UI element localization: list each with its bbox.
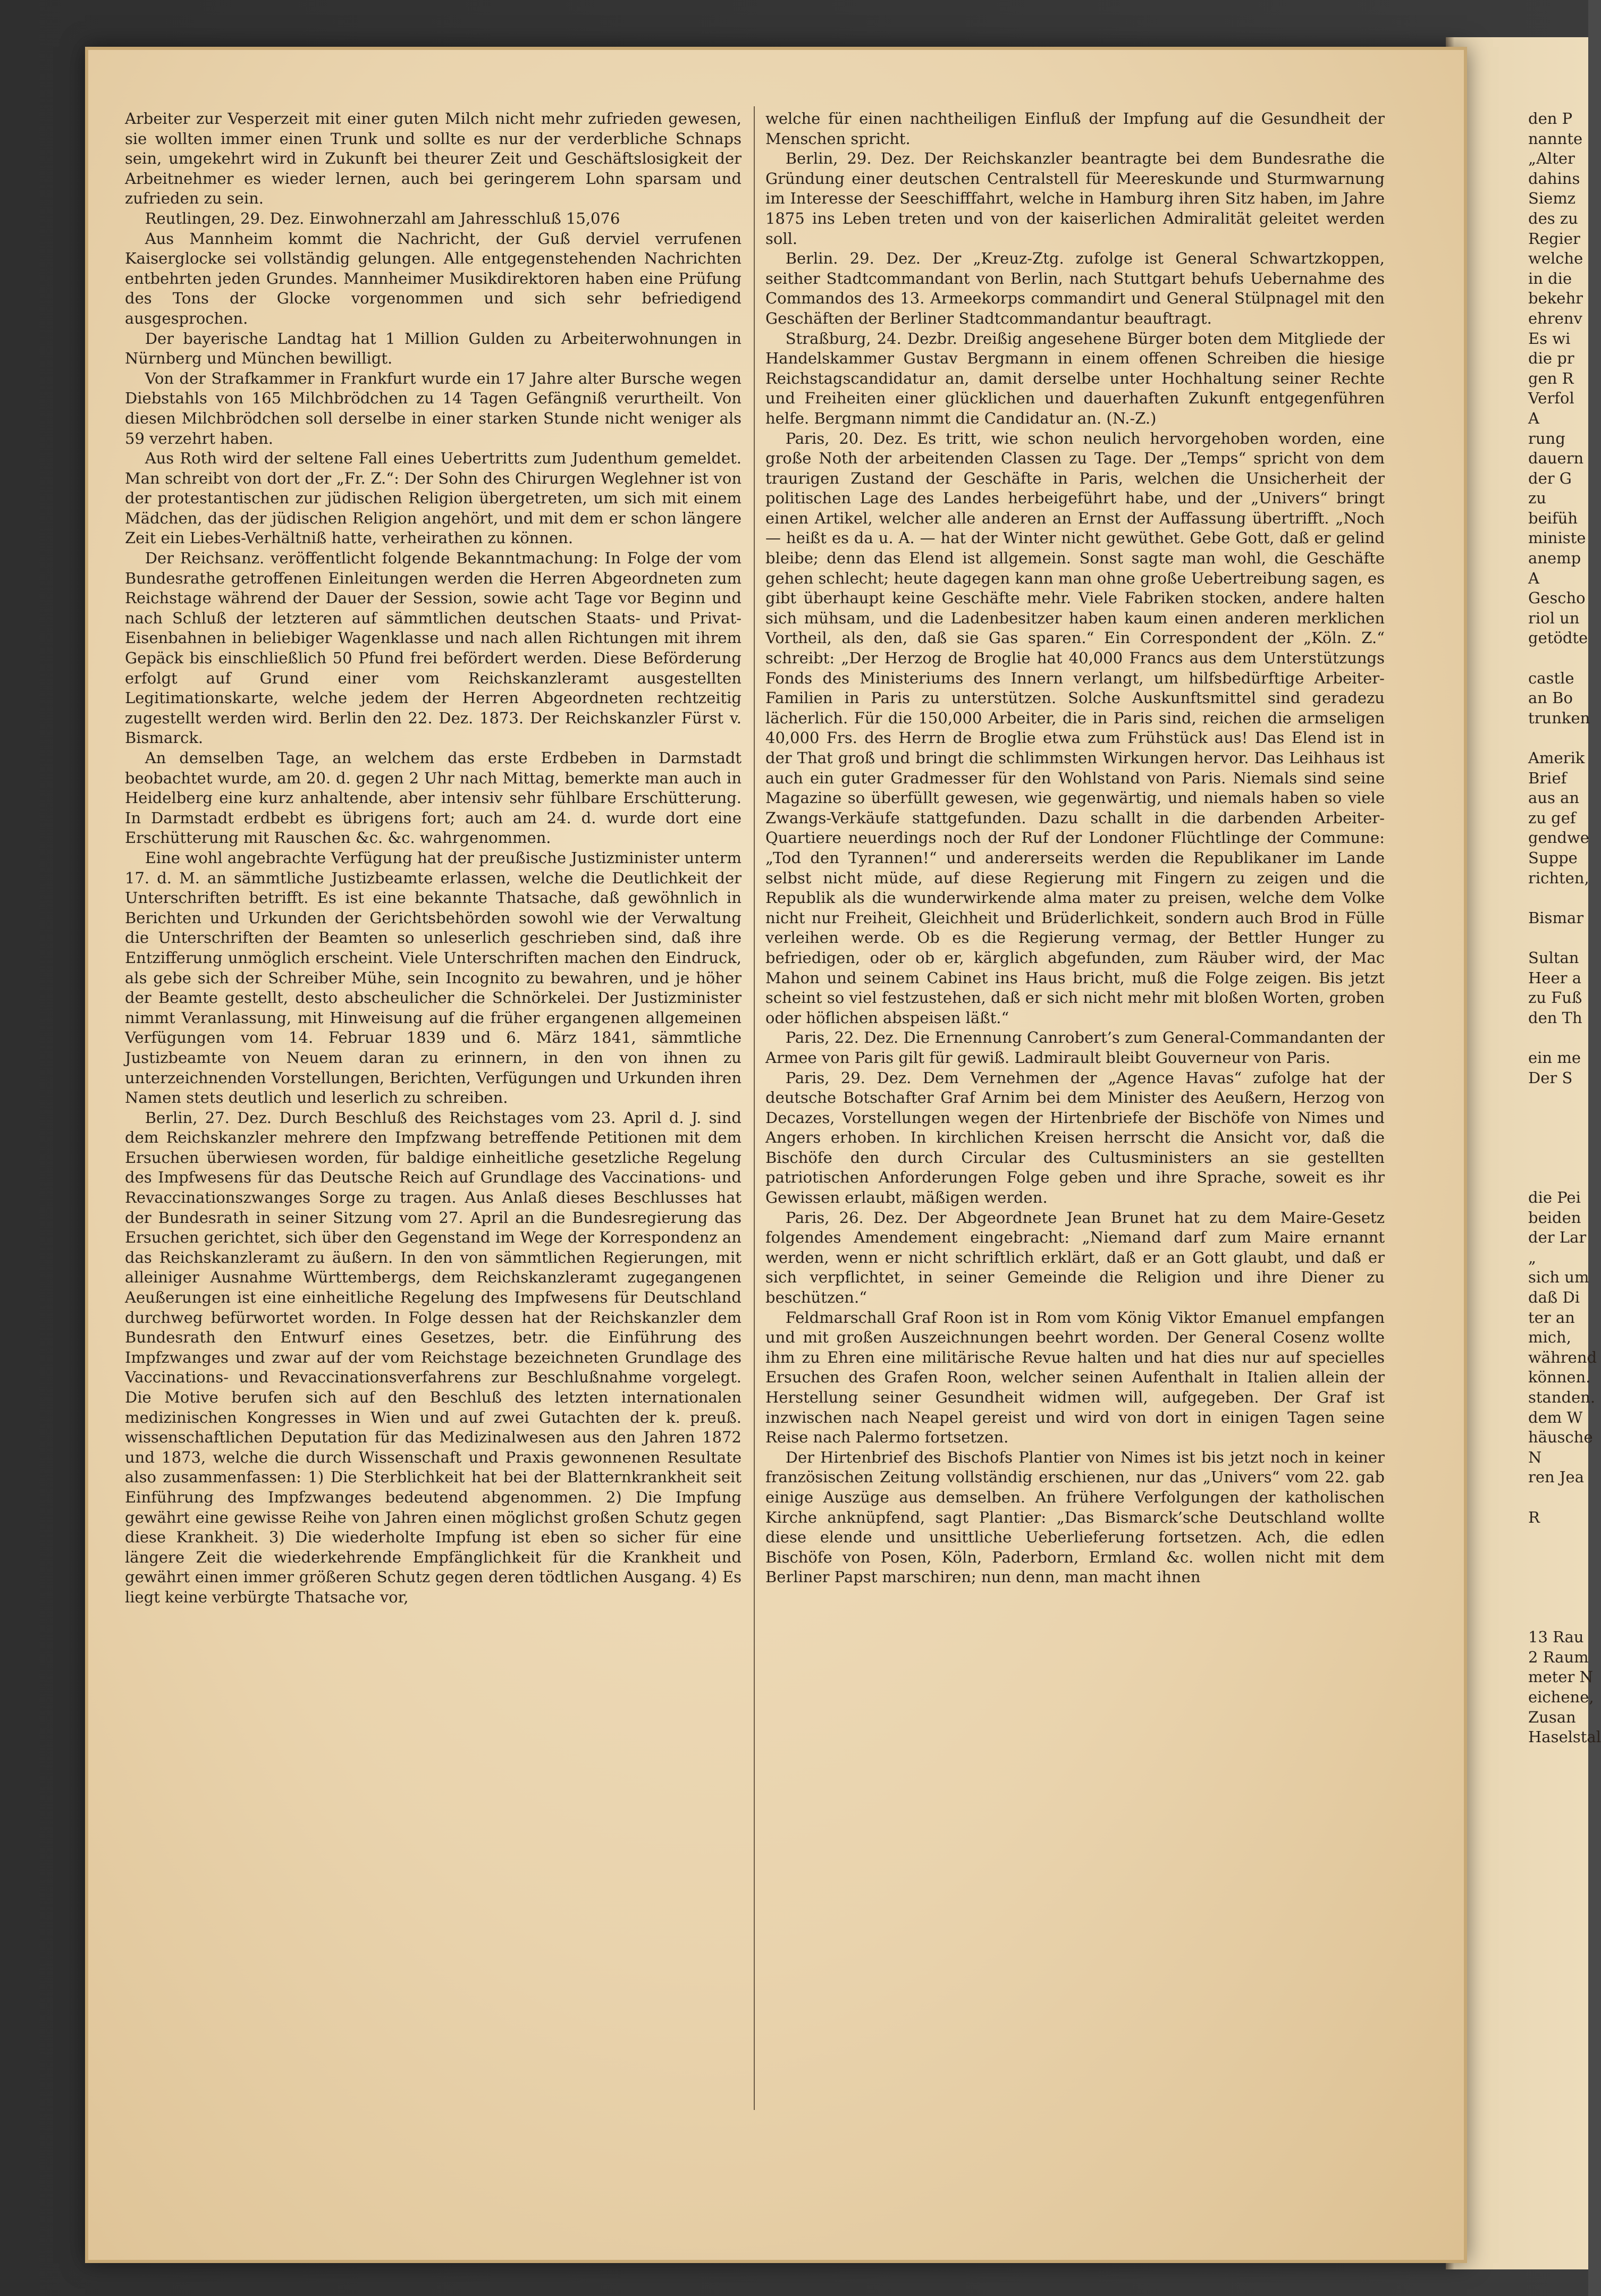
edge-line: nannte <box>1528 129 1583 148</box>
edge-line: beifüh <box>1528 509 1578 527</box>
edge-line: in die <box>1528 269 1572 288</box>
edge-line: gen R <box>1528 369 1574 387</box>
edge-line <box>1528 1128 1588 1148</box>
edge-line: welche <box>1528 249 1583 268</box>
paragraph: Straßburg, 24. Dezbr. Dreißig angesehene Bürger boten dem Mitgliede der Handelskammer Gustav Bergmann in einem offenen Schreiben die hiesige Reichstagscandidatur an, damit derselbe unter Hochhaltung seiner Rechte und Freiheiten einer glücklichen und dauerhaften Zukunft entgegenführen helfe. Bergmann nimmt die Candidatur an. (N.-Z.) <box>765 329 1385 427</box>
edge-line: Bismar <box>1528 908 1584 927</box>
edge-line: zu gef <box>1528 808 1576 827</box>
edge-line: anemp <box>1528 549 1581 568</box>
paragraph: Aus Roth wird der seltene Fall eines Uebertritts zum Judenthum gemeldet. Man schreibt von dort der „Fr. Z.“: Der Sohn des Chirurgen Weglehner ist von der protestantischen zur jüdischen Religion übergetreten, um sich mit einem Mädchen, das der jüdischen Religion angehört, und mit dem er schon längere Zeit ein Liebes-Verhältniß hatte, verheirathen zu können. <box>125 449 741 547</box>
edge-line: dem W <box>1528 1408 1583 1426</box>
edge-line: daß Di <box>1528 1288 1580 1307</box>
edge-line: Amerik <box>1528 749 1585 767</box>
edge-line: Der S <box>1528 1068 1573 1087</box>
edge-line: der G <box>1528 469 1572 487</box>
edge-line: ter an <box>1528 1308 1575 1327</box>
edge-line: Heer a <box>1528 968 1581 987</box>
edge-line: den Th <box>1528 1008 1582 1027</box>
edge-line <box>1528 1567 1588 1588</box>
paragraph: Von der Strafkammer in Frankfurt wurde ein 17 Jahre alter Bursche wegen Diebstahls von 165 Milchbrödchen zu 14 Tagen Gefängniß verurtheilt. Von diesen Milchbrödchen soll derselbe in einer starken Stunde nicht weniger als 59 verzehrt haben. <box>125 369 741 448</box>
edge-line: zu <box>1528 489 1546 508</box>
edge-line: castle <box>1528 669 1574 687</box>
edge-line: 13 Rau <box>1528 1628 1584 1647</box>
paragraph: welche für einen nachtheiligen Einfluß der Impfung auf die Gesundheit der Menschen spricht. <box>765 109 1385 148</box>
paragraph: Eine wohl angebrachte Verfügung hat der preußische Justizminister unterm 17. d. M. an sämmtliche Justizbeamte erlassen, welche die Deutlichkeit der Unterschriften betrifft. Es ist eine bekannte Thatsache, daß gewöhnlich in Berichten und Urkunden der Gerichtsbehörden sowohl wie der Verwaltung die Unterschriften der Beamten so unleserlich geschrieben sind, daß ihre Entzifferung unmöglich erscheint. Viele Unterschriften machen den Eindruck, als gebe sich der Schreiber Mühe, sein Incognito zu bewahren, und je höher der Beamte gestellt, desto abscheulicher die Schnörkelei. Der Justizminister nimmt Veranlassung, mit Hinweisung auf die früher ergangenen allgemeinen Verfügungen vom 14. Februar 1839 und 6. März 1841, sämmtliche Justizbeamte von Neuem daran zu erinnern, in den von ihnen zu unterzeichnenden Vorstellungen, Berichten, Verfügungen und Urkunden ihren Namen stets deutlich und leserlich zu schreiben. <box>125 848 741 1107</box>
edge-line: häusche <box>1528 1428 1593 1447</box>
left-column <box>125 109 741 2118</box>
paragraph: Der Reichsanz. veröffentlicht folgende Bekanntmachung: In Folge der vom Bundesrathe getroffenen Einleitungen werden die Herren Abgeordneten zum Reichstage während der Dauer der Session, sowie acht Tage vor Beginn und nach Schluß der letzteren auf sämmtlichen deutschen Staats- und Privat-Eisenbahnen in beliebiger Wagenklasse und nach allen Richtungen mit ihrem Gepäck bis einschließlich 50 Pfund frei befördert werden. Diese Beförderung erfolgt auf Grund einer vom Reichskanzleramt ausgestellten Legitimationskarte, welche jedem der Herren Abgeordneten rechtzeitig zugestellt werden wird. Berlin den 22. Dez. 1873. Der Reichskanzler Fürst v. Bismarck. <box>125 549 741 747</box>
edge-line: bekehr <box>1528 289 1583 308</box>
edge-line: trunken <box>1528 708 1590 727</box>
edge-line: ein me <box>1528 1048 1581 1067</box>
edge-line: aus an <box>1528 789 1580 807</box>
edge-line: „ <box>1528 1248 1537 1267</box>
edge-line: richten, <box>1528 868 1589 887</box>
edge-line: an Bo <box>1528 689 1573 707</box>
edge-line <box>1528 1488 1588 1508</box>
edge-line: riol un <box>1528 609 1580 627</box>
edge-line: Sultan <box>1528 948 1579 967</box>
edge-line: des zu <box>1528 209 1578 227</box>
edge-line: A <box>1528 409 1539 427</box>
edge-line: Suppe <box>1528 848 1578 867</box>
edge-line <box>1528 728 1588 748</box>
edge-line: die Pei <box>1528 1188 1581 1207</box>
edge-line <box>1528 1108 1588 1128</box>
column-divider <box>754 106 755 2110</box>
edge-line: mich, <box>1528 1328 1571 1347</box>
edge-line: die pr <box>1528 349 1574 368</box>
edge-line <box>1528 1168 1588 1188</box>
edge-line: zu Fuß <box>1528 989 1582 1007</box>
paragraph: Der Hirtenbrief des Bischofs Plantier von Nimes ist bis jetzt noch in keiner französischen Zeitung vollständig erschienen, nur das „Univers“ vom 22. gab einige Auszüge aus demselben. An frühere Verfolgungen der katholischen Kirche anknüpfend, sagt Plantier: „Das Bismarck’sche Deutschland wollte diese elende und unsittliche Ueberlieferung fortsetzen. Ach, die edlen Bischöfe von Posen, Köln, Paderborn, Ermland &c. wollen nicht mit dem Berliner Papst marschiren; nun denn, man macht ihnen <box>765 1448 1385 1586</box>
edge-line: Regier <box>1528 229 1580 248</box>
edge-line: sich um <box>1528 1268 1589 1287</box>
edge-line <box>1528 1608 1588 1628</box>
edge-line: Brief <box>1528 769 1567 787</box>
paragraph: Aus Mannheim kommt die Nachricht, der Guß derviel verrufenen Kaiserglocke sei vollständig gelungen. Alle entgegenstehenden Nachrichten entbehrten jeden Grundes. Mannheimer Musikdirektoren haben eine Prüfung des Tons der Glocke vorgenommen und sich sehr befriedigend ausgesprochen. <box>125 229 741 327</box>
edge-line: „Alter <box>1528 149 1575 168</box>
edge-line <box>1528 1548 1588 1568</box>
edge-line: ren Jea <box>1528 1468 1584 1487</box>
edge-line: Haselstal <box>1528 1728 1601 1746</box>
edge-line: dauern <box>1528 449 1584 468</box>
edge-line: während <box>1528 1348 1597 1366</box>
edge-line: N <box>1528 1448 1542 1466</box>
edge-line <box>1528 1588 1588 1608</box>
edge-line: eichene, <box>1528 1687 1594 1706</box>
edge-line <box>1528 1527 1588 1548</box>
paragraph: An demselben Tage, an welchem das erste Erdbeben in Darmstadt beobachtet wurde, am 20. d. gegen 2 Uhr nach Mittag, bemerkte man auch in Heidelberg eine kurz anhaltende, aber intensiv sehr fühlbare Erschütterung. In Darmstadt erdbebt es übrigens fort; auch am 24. d. wurde dort eine Erschütterung mit Rauschen &c. &c. wahrgenommen. <box>125 749 741 847</box>
edge-line: Es wi <box>1528 329 1571 348</box>
edge-line: standen. <box>1528 1388 1596 1406</box>
clipped-edge-column <box>1528 109 1601 2129</box>
edge-line: beiden <box>1528 1208 1581 1227</box>
edge-line: Siemz <box>1528 189 1576 208</box>
edge-line <box>1528 1148 1588 1168</box>
edge-line <box>1528 1028 1588 1048</box>
paragraph: Paris, 26. Dez. Der Abgeordnete Jean Brunet hat zu dem Maire-Gesetz folgendes Amendement eingebracht: „Niemand darf zum Maire ernannt werden, wenn er nicht schriftlich erklärt, daß er an Gott glaubt, und daß er sich verpflichtet, in seiner Gemeinde die Religion und ihre Diener zu beschützen.“ <box>765 1208 1385 1307</box>
edge-line <box>1528 648 1588 669</box>
edge-line: Verfol <box>1528 389 1574 408</box>
edge-line: meter N <box>1528 1668 1593 1686</box>
edge-line <box>1528 888 1588 908</box>
paragraph: Feldmarschall Graf Roon ist in Rom vom König Viktor Emanuel empfangen und mit großen Auszeichnungen beehrt worden. Der General Cosenz wollte ihm zu Ehren eine militärische Revue halten und hat dies nur auf specielles Ersuchen des Grafen Roon, welcher seinen Aufenthalt in Italien allein der Herstellung seiner Gesundheit widmen will, aufgegeben. Der Graf ist inzwischen nach Neapel gereist und wird von dort in einigen Tagen seine Reise nach Palermo fortsetzen. <box>765 1308 1385 1447</box>
paragraph: Berlin, 27. Dez. Durch Beschluß des Reichstages vom 23. April d. J. sind dem Reichskanzler mehrere den Impfzwang betreffende Petitionen mit dem Ersuchen überwiesen worden, für baldige einheitliche gesetzliche Regelung des Impfwesens für das Deutsche Reich auf Grundlage des Vaccinations- und Revaccinationszwanges Sorge zu tragen. Aus Anlaß dieses Beschlusses hat der Bundesrath in seiner Sitzung vom 27. April an die Bundesregierung das Ersuchen gerichtet, sich über den Gegenstand im Wege der Korrespondenz an das Reichskanzleramt zu äußern. In den von sämmtlichen Regierungen, mit alleiniger Ausnahme Württembergs, dem Reichskanzleramt zugegangenen Aeußerungen ist eine einheitliche Regelung des Impfwesens für Deutschland durchweg befürwortet worden. In Folge dessen hat der Reichskanzler dem Bundesrath den Entwurf eines Gesetzes, betr. die Einführung des Impfzwanges und zwar auf der vom Reichstage bezeichneten Grundlage des Vaccinations- und Revaccinationsverfahrens zur Beschlußnahme vorgelegt. Die Motive berufen sich auf den Beschluß des letzten internationalen medizinischen Kongresses in Wien und auf zwei Gutachten der k. preuß. wissenschaftlichen Deputation für das Medizinalwesen aus den Jahren 1872 und 1873, welche die durch Wissenschaft und Praxis gewonnenen Resultate also zusammenfassen: 1) Die Sterblichkeit hat bei der Blatternkrankheit seit Einführung des Impfzwanges bedeutend abgenommen. 2) Die Impfung gewährt eine gewisse Reihe von Jahren einen möglichst großen Schutz gegen diese Krankheit. 3) Die wiederholte Impfung ist eben so sicher für eine längere Zeit die wiederkehrende Empfänglichkeit für die Krankheit und gewährt einen immer größeren Schutz gegen deren tödtlichen Ausgang. 4) Es liegt keine verbürgte Thatsache vor, <box>125 1108 741 1606</box>
edge-line: A <box>1528 569 1539 587</box>
edge-line: gendwe <box>1528 829 1589 847</box>
paragraph: Paris, 20. Dez. Es tritt, wie schon neulich hervorgehoben worden, eine große Noth der arbeitenden Classen zu Tage. Der „Temps“ spricht von dem traurigen Zustand der Geschäfte in Paris, welchen die Unsicherheit der politischen Lage des Landes herbeigeführt habe, und der „Univers“ bringt einen Artikel, welcher alle anderen an Ernst der Auffassung übertrifft. „Noch — heißt es da u. A. — hat der Winter nicht gewüthet. Gebe Gott, daß er gelind bleibe; denn das Elend ist allgemein. Sonst sagte man wohl, die Geschäfte gehen schlecht; heute dagegen kann man ohne große Uebertreibung sagen, es gibt überhaupt keine Geschäfte mehr. Viele Fabriken stocken, andere halten sich mühsam, und die Ladenbesitzer haben kaum einen anderen merklichen Vortheil, als den, daß sie Gas sparen.“ Ein Correspondent der „Köln. Z.“ schreibt: „Der Herzog de Broglie hat 40,000 Francs aus dem Unterstützungs Fonds des Ministeriums des Innern verlangt, um hilfsbedürftige Arbeiter-Familien in Paris zu unterstützen. Solche Auskunftsmittel sind geradezu lächerlich. Für die 150,000 Arbeiter, die in Paris sind, reichen die armseligen 40,000 Frs. des Herrn de Broglie etwa zum Frühstück aus! Das Elend ist in der That groß und bringt die schlimmsten Wirkungen hervor. Das Leihhaus ist auch ein guter Gradmesser für den Wohlstand von Paris. Niemals sind seine Magazine so überfüllt gewesen, wie gegenwärtig, und niemals haben so viele Zwangs-Verkäufe stattgefunden. Dazu schallt in die darbenden Arbeiter-Quartiere neuerdings noch der Ruf der Londoner Flüchtlinge der Commune: „Tod den Tyrannen!“ und andererseits werden die Republikaner im Lande selbst nicht müde, auf diese Regierung mit Fingern zu zeigen und die Republik als die wunderwirkende alma mater zu preisen, welche dem Volke nicht nur Freiheit, Gleichheit und Brüderlichkeit, sondern auch Brod in Fülle verleihen werde. Ob es die Regierung vermag, der Bettler Hunger zu befriedigen, oder ob er, kärglich abgefunden, zum Räuber wird, der Mac Mahon und seinem Cabinet ins Haus bricht, muß die Folge zeigen. Bis jetzt scheint so viel festzustehen, daß er sich nicht mehr mit bloßen Worten, groben oder höflichen abspeisen läßt.“ <box>765 429 1385 1027</box>
right-column <box>765 109 1385 2118</box>
paragraph: Arbeiter zur Vesperzeit mit einer guten Milch nicht mehr zufrieden gewesen, sie wollten immer einen Trunk und sollte es nur der verderbliche Schnaps sein, umgekehrt wird in Zukunft bei theurer Zeit und Geschäftslosigkeit der Arbeitnehmer es wieder lernen, auch bei geringerem Lohn sparsam und zufrieden zu sein. <box>125 109 741 208</box>
edge-line: Zusan <box>1528 1708 1576 1726</box>
edge-line: dahins <box>1528 169 1580 188</box>
edge-line: 2 Raum <box>1528 1648 1589 1666</box>
edge-line: können. <box>1528 1368 1591 1387</box>
edge-line: ministe <box>1528 529 1586 547</box>
edge-line: R <box>1528 1508 1540 1526</box>
paragraph: Paris, 22. Dez. Die Ernennung Canrobert’s zum General-Commandanten der Armee von Paris gilt für gewiß. Ladmirault bleibt Gouverneur von Paris. <box>765 1028 1385 1067</box>
paragraph: Reutlingen, 29. Dez. Einwohnerzahl am Jahresschluß 15,076 <box>145 209 620 227</box>
paragraph: Der bayerische Landtag hat 1 Million Gulden zu Arbeiterwohnungen in Nürnberg und München bewilligt. <box>125 329 741 368</box>
edge-line: den P <box>1528 109 1573 128</box>
edge-line: der Lar <box>1528 1228 1587 1247</box>
paragraph: Paris, 29. Dez. Dem Vernehmen der „Agence Havas“ zufolge hat der deutsche Botschafter Graf Arnim bei dem Minister des Aeußern, Herzog von Decazes, Vorstellungen wegen der Hirtenbriefe der Bischöfe von Nimes und Angers erhoben. In kirchlichen Kreisen herrscht die Ansicht vor, daß die Bischöfe den durch Circular des Cultusministers an sie gestellten patriotischen Anforderungen Folge geben und ihre Sprache, soweit es ihr Gewissen erlaubt, mäßigen werden. <box>765 1068 1385 1207</box>
edge-line <box>1528 928 1588 948</box>
edge-line: rung <box>1528 429 1565 448</box>
edge-line: ehrenv <box>1528 309 1582 327</box>
paragraph: Berlin. 29. Dez. Der „Kreuz-Ztg. zufolge ist General Schwartzkoppen, seither Stadtcommandant von Berlin, nach Stuttgart behufs Uebernahme des Commandos des 13. Armeekorps commandirt und General Stülpnagel mit den Geschäften der Berliner Stadtcommandantur beauftragt. <box>765 249 1385 327</box>
edge-line <box>1528 1088 1588 1108</box>
paragraph: Berlin, 29. Dez. Der Reichskanzler beantragte bei dem Bundesrathe die Gründung einer deutschen Centralstell für Meereskunde und Sturmwarnung im Interesse der Seeschifffahrt, welche in Hamburg ihren Sitz haben, im Jahre 1875 ins Leben treten und von der kaiserlichen Admiralität geleitet werden soll. <box>765 149 1385 248</box>
edge-line: getödte <box>1528 629 1588 647</box>
edge-line: Gescho <box>1528 589 1586 607</box>
